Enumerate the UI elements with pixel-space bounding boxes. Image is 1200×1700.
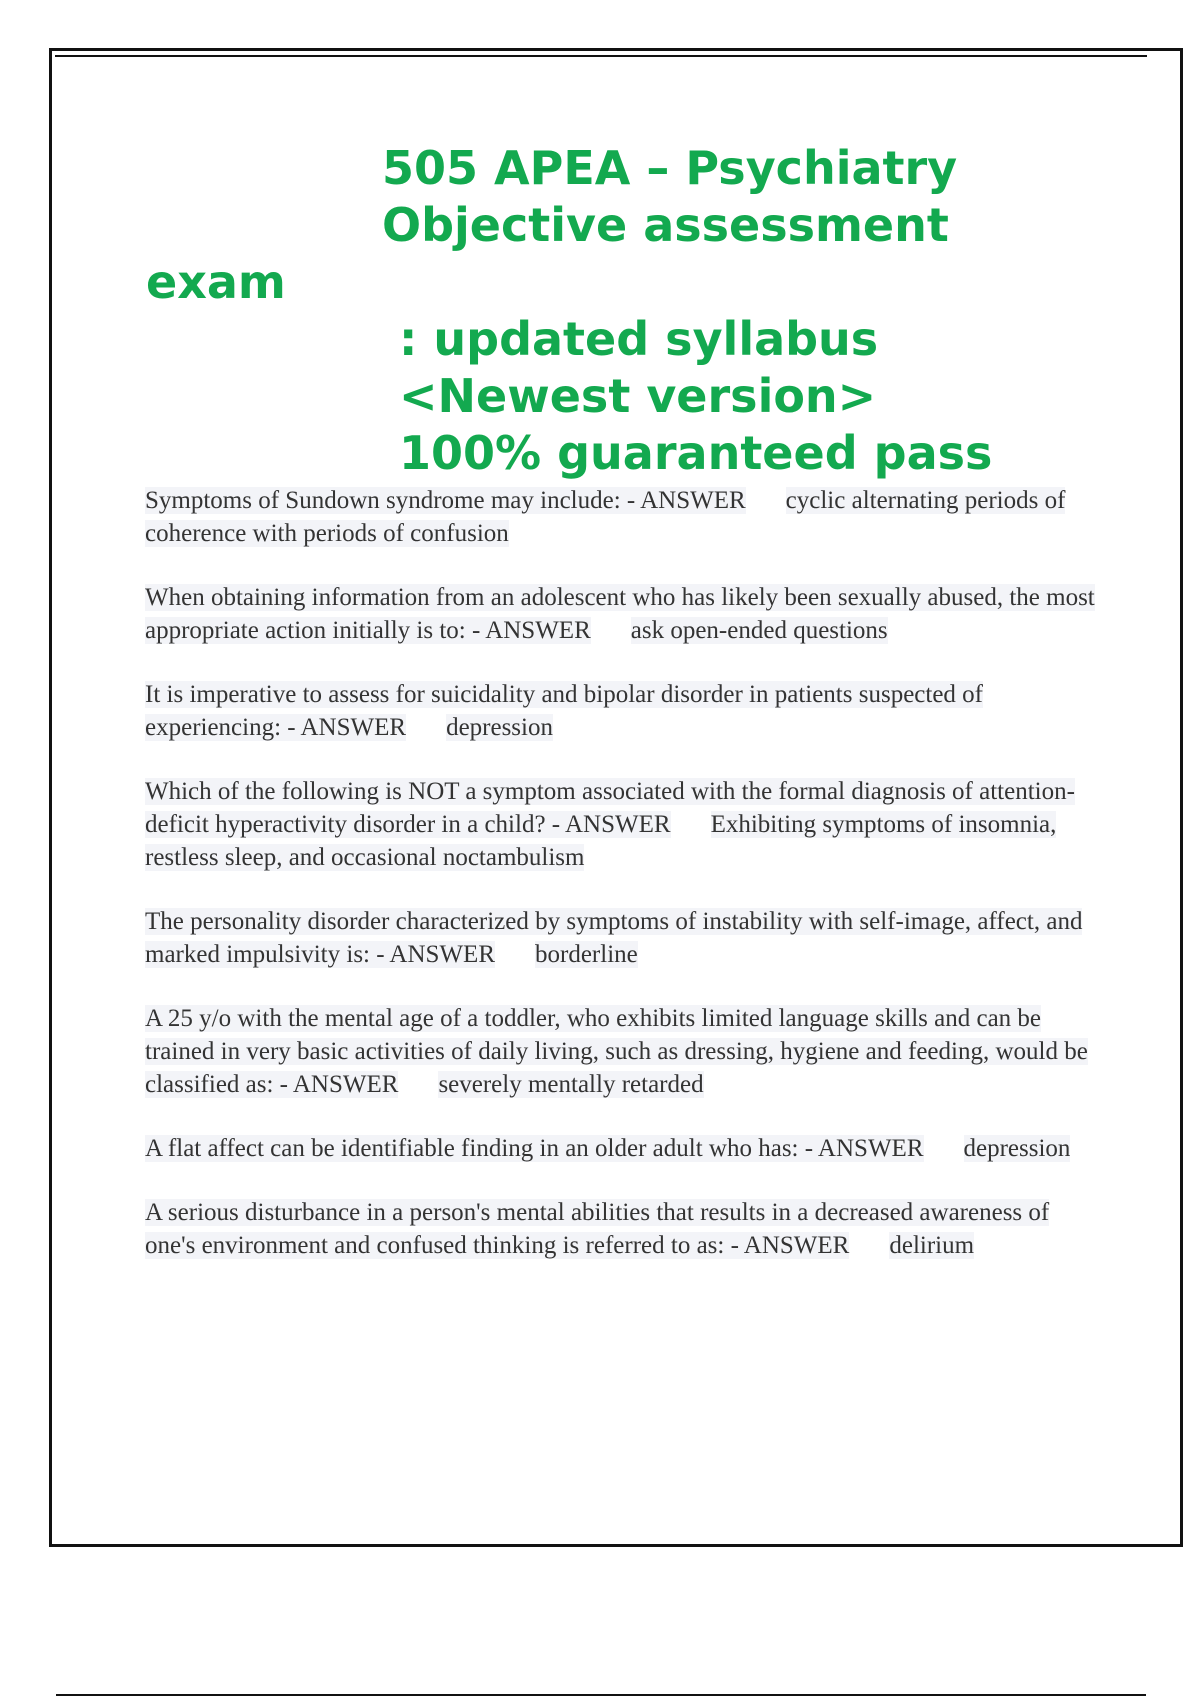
qa-item	[145, 1196, 1095, 1262]
qa-item	[145, 678, 1095, 744]
title-line-1: 505 APEA – Psychiatry	[382, 141, 958, 195]
title-line-3: exam	[146, 255, 286, 309]
title-line-6: 100% guaranteed pass	[399, 426, 993, 480]
title-line-2: Objective assessment	[382, 198, 949, 252]
answer-text: Exhibiting symptoms of insomnia, restless sleep, and occasional noctambulism	[145, 811, 1057, 871]
answer-text: ask open-ended questions	[630, 617, 888, 644]
bottom-rule	[56, 1694, 1146, 1696]
qa-item	[145, 484, 1095, 550]
question-text: A serious disturbance in a person's mental abilities that results in a decreased awareness of one's environment and confused thinking is referred to as: - ANSWER	[145, 1199, 1050, 1259]
answer-text: borderline	[535, 941, 638, 968]
qa-item	[145, 775, 1095, 874]
answer-text: severely mentally retarded	[438, 1071, 704, 1098]
answer-text: cyclic alternating periods of coherence with periods of confusion	[145, 487, 1066, 547]
qa-item	[145, 905, 1095, 971]
answer-text: depression	[446, 714, 553, 741]
question-text: A flat affect can be identifiable finding in an older adult who has: - ANSWER	[145, 1135, 924, 1162]
qa-item	[145, 1132, 1095, 1165]
question-text: Which of the following is NOT a symptom associated with the formal diagnosis of attention-deficit hyperactivity disorder in a child? - ANSWER	[145, 778, 1075, 838]
qa-item	[145, 1002, 1095, 1101]
document-title	[146, 140, 1096, 482]
question-text: Symptoms of Sundown syndrome may include: - ANSWER	[145, 487, 746, 514]
question-text: A 25 y/o with the mental age of a toddler, who exhibits limited language skills and can be trained in very basic activities of daily living, such as dressing, hygiene and feeding, would be classified as: - ANSWER	[145, 1005, 1088, 1098]
question-answer-list	[145, 484, 1095, 1293]
title-line-5: <Newest version>	[399, 369, 877, 423]
qa-item	[145, 581, 1095, 647]
answer-text: depression	[963, 1135, 1071, 1162]
question-text: When obtaining information from an adolescent who has likely been sexually abused, the most appropriate action initially is to: - ANSWER	[145, 584, 1095, 644]
title-line-4: : updated syllabus	[399, 312, 879, 366]
question-text: The personality disorder characterized by symptoms of instability with self-image, affect, and marked impulsivity is: - ANSWER	[145, 908, 1083, 968]
answer-text: delirium	[889, 1232, 975, 1259]
question-text: It is imperative to assess for suicidality and bipolar disorder in patients suspected of experiencing: - ANSWER	[145, 681, 984, 741]
